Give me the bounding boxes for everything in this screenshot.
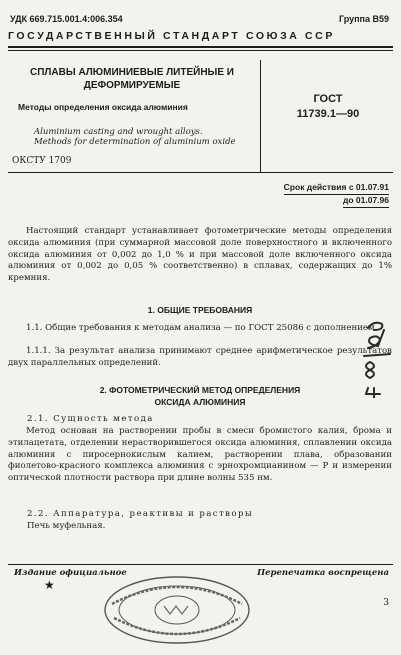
group-code: Группа В59 (338, 14, 389, 24)
reprint-notice: Перепечатка воспрещена (257, 568, 389, 578)
title-line-2: ДЕФОРМИРУЕМЫЕ (83, 80, 181, 91)
page-number: 3 (383, 598, 389, 608)
header-rule-thin (8, 50, 393, 51)
english-title (34, 127, 236, 147)
section-2-heading-line-1: 2. ФОТОМЕТРИЧЕСКИЙ МЕТОД ОПРЕДЕЛЕНИЯ (99, 385, 301, 395)
clause-2-1-text: Метод основан на растворении пробы в смеси бромистого калия, брома и этилацетата, отделении нерастворившегося оксида алюминия, сплавлении оксида алюминия с пиросернокислым калием, растворении плава, образовании фиолетово-красного комплекса алюминия с эрнохромцианином — Р и измерении оптической плотности раствора при длине волны 535 нм. (8, 426, 392, 484)
section-2-heading-line-2: ОКСИДА АЛЮМИНИЯ (154, 397, 246, 407)
gost-label: ГОСТ (313, 93, 343, 105)
validity-from: Срок действия с 01.07.91 (284, 182, 389, 195)
document-title (22, 66, 242, 92)
section-1-heading: 1. ОБЩИЕ ТРЕБОВАНИЯ (147, 305, 253, 315)
english-title-line-1: Aluminium casting and wrought alloys. (34, 127, 203, 137)
star-icon: ★ (44, 578, 55, 592)
clause-2-1-heading: 2.1. Сущность метода (27, 414, 154, 424)
validity-to: до 01.07.96 (343, 195, 389, 208)
english-title-line-2: Methods for determination of aluminium oxide (34, 137, 236, 147)
library-stamp (102, 574, 252, 650)
state-standard-banner: ГОСУДАРСТВЕННЫЙ СТАНДАРТ СОЮЗА ССР (8, 30, 335, 42)
edition-label: Издание официальное (14, 568, 127, 578)
section-2-heading (8, 384, 392, 408)
udk-code: УДК 669.715.001.4:006.354 (10, 14, 123, 24)
handwritten-margin-note (360, 318, 394, 402)
title-divider (260, 60, 261, 172)
gost-block (268, 92, 388, 122)
intro-paragraph: Настоящий стандарт устанавливает фотометрические методы определения оксида алюминия (при суммарной массовой доле поверхностного и включенного оксида алюминия от 0,002 до 1,0 % и при массовой доле включенного оксида алюминия от 0,002 до 0,05 % соответственно) в сплавах, содержащих до 1% кремния. (8, 226, 392, 284)
footer-rule (8, 564, 393, 565)
clause-2-2-heading: 2.2. Аппаратура, реактивы и растворы (27, 509, 254, 519)
header-rule-thick (8, 46, 393, 48)
clause-2-2-text: Печь муфельная. (27, 521, 106, 531)
margin-note-graphic (360, 318, 394, 398)
title-bottom-rule (8, 172, 393, 173)
clause-1-1-1: 1.1.1. За результат анализа принимают среднее арифметическое результатов двух параллельных определений. (8, 346, 392, 368)
clause-1-1: 1.1. Общие требования к методам анализа — по ГОСТ 25086 с дополнением. (26, 323, 378, 333)
okstu-code: ОКСТУ 1709 (12, 156, 72, 166)
document-subtitle: Методы определения оксида алюминия (18, 102, 188, 112)
gost-number: 11739.1—90 (296, 108, 360, 120)
validity-period (284, 182, 389, 208)
title-line-1: СПЛАВЫ АЛЮМИНИЕВЫЕ ЛИТЕЙНЫЕ И (30, 67, 234, 78)
stamp-graphic (102, 574, 252, 646)
